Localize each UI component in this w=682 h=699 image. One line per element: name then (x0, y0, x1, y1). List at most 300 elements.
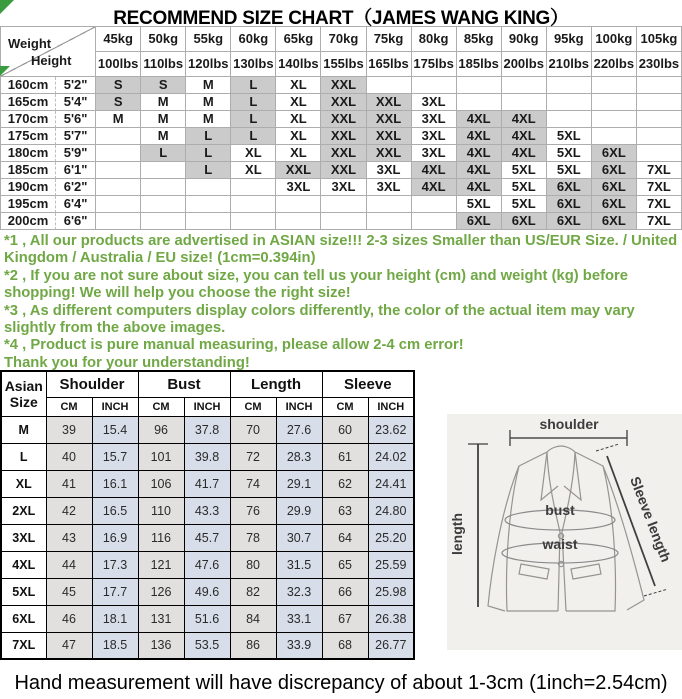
weight-lbs-header: 230lbs (637, 52, 682, 77)
size-cell: 6XL (457, 213, 502, 230)
size-cell (141, 196, 186, 213)
cm-header: CM (46, 397, 92, 416)
measure-row (1, 551, 414, 578)
size-cell (502, 77, 547, 94)
size-grid-row (1, 94, 682, 111)
measure-value-cell: 25.20 (368, 524, 414, 551)
mt-sub-row (1, 397, 414, 416)
mt-body (1, 416, 414, 659)
size-cell: 6XL (592, 179, 637, 196)
measure-value-cell: 65 (322, 551, 368, 578)
measure-size-cell: 2XL (1, 497, 46, 524)
measure-value-cell: 37.8 (184, 416, 230, 443)
size-grid-body (1, 77, 682, 230)
note-line: *2 , If you are not sure about size, you can tell us your height (cm) and weight (kg) before shopping! We will help you choose the right size! (4, 267, 629, 302)
measure-value-cell: 82 (230, 578, 276, 605)
size-cell: L (231, 111, 276, 128)
shoulder-measure-line (510, 430, 627, 446)
size-cell: L (186, 128, 231, 145)
size-cell: 3XL (412, 145, 457, 162)
size-cell: XXL (367, 145, 412, 162)
weight-lbs-header: 185lbs (457, 52, 502, 77)
size-cell: 4XL (502, 128, 547, 145)
height-cm-cell: 170cm (1, 111, 56, 128)
measure-value-cell: 110 (138, 497, 184, 524)
size-cell: L (186, 145, 231, 162)
weight-lbs-header: 210lbs (547, 52, 592, 77)
measure-value-cell: 47 (46, 632, 92, 659)
size-cell (186, 179, 231, 196)
size-cell (276, 213, 321, 230)
measurement-table (0, 370, 415, 660)
note-line: *1 , All our products are advertised in ASIAN size!!! 2-3 sizes Smaller than US/EUR Size. / United Kingdom / Australia / EU size! (1cm=0.394in) (4, 233, 678, 267)
weight-lbs-header: 165lbs (367, 52, 412, 77)
weight-lbs-header: 140lbs (276, 52, 321, 77)
size-cell: XXL (367, 94, 412, 111)
size-cell: XXL (321, 162, 366, 179)
measure-value-cell: 45 (46, 578, 92, 605)
measure-value-cell: 70 (230, 416, 276, 443)
measure-value-cell: 49.6 (184, 578, 230, 605)
size-cell: 3XL (367, 162, 412, 179)
size-cell (367, 77, 412, 94)
measure-value-cell: 126 (138, 578, 184, 605)
measure-size-cell: M (1, 416, 46, 443)
measure-value-cell: 32.3 (276, 578, 322, 605)
measure-value-cell: 66 (322, 578, 368, 605)
measure-value-cell: 78 (230, 524, 276, 551)
measure-value-cell: 43 (46, 524, 92, 551)
height-cm-cell: 195cm (1, 196, 56, 213)
measure-value-cell: 131 (138, 605, 184, 632)
size-cell: 4XL (412, 179, 457, 196)
weight-kg-header: 75kg (367, 27, 412, 52)
height-ft-cell: 6'6" (56, 213, 96, 230)
measure-value-cell: 39 (46, 416, 92, 443)
measure-row (1, 470, 414, 497)
measure-value-cell: 16.1 (92, 470, 138, 497)
page-title: RECOMMEND SIZE CHART（JAMES WANG KING） (113, 8, 569, 29)
size-cell: M (141, 94, 186, 111)
weight-lbs-header: 130lbs (231, 52, 276, 77)
size-cell: 3XL (367, 179, 412, 196)
size-cell (637, 111, 682, 128)
measure-value-cell: 41.7 (184, 470, 230, 497)
size-grid-row (1, 179, 682, 196)
measure-value-cell: 40 (46, 443, 92, 470)
size-cell (637, 94, 682, 111)
measure-value-cell: 76 (230, 497, 276, 524)
measure-value-cell: 74 (230, 470, 276, 497)
size-cell: L (231, 94, 276, 111)
size-cell: L (231, 128, 276, 145)
measure-size-cell: L (1, 443, 46, 470)
size-cell (412, 196, 457, 213)
size-cell (592, 111, 637, 128)
size-cell: 7XL (637, 179, 682, 196)
size-cell: 7XL (637, 196, 682, 213)
size-cell (457, 94, 502, 111)
size-cell: XL (276, 94, 321, 111)
measure-row (1, 578, 414, 605)
measure-row (1, 416, 414, 443)
size-cell: 6XL (502, 213, 547, 230)
measure-value-cell: 68 (322, 632, 368, 659)
measure-value-cell: 17.3 (92, 551, 138, 578)
size-cell (502, 94, 547, 111)
weight-kg-header: 85kg (457, 27, 502, 52)
size-cell (592, 128, 637, 145)
size-cell (186, 213, 231, 230)
note-line: *3 , As different computers display colors differently, the color of the actual item may vary slightly from the above images. (4, 302, 635, 337)
corner-weight-label: Weight (8, 36, 52, 51)
measure-value-cell: 45.7 (184, 524, 230, 551)
size-cell (412, 77, 457, 94)
measure-value-cell: 29.9 (276, 497, 322, 524)
measure-value-cell: 24.41 (368, 470, 414, 497)
size-cell (637, 77, 682, 94)
size-cell: 5XL (547, 128, 592, 145)
measure-value-cell: 24.80 (368, 497, 414, 524)
size-grid-row (1, 111, 682, 128)
height-ft-cell: 6'2" (56, 179, 96, 196)
size-cell: 5XL (457, 196, 502, 213)
size-cell: 5XL (502, 179, 547, 196)
jacket-outline (488, 446, 644, 611)
measure-group-header: Bust (138, 371, 230, 397)
weight-lbs-header: 100lbs (96, 52, 141, 77)
size-cell (141, 162, 186, 179)
size-cell: 6XL (547, 213, 592, 230)
size-cell (592, 77, 637, 94)
measure-value-cell: 30.7 (276, 524, 322, 551)
size-cell (367, 213, 412, 230)
size-cell: 6XL (547, 179, 592, 196)
measure-value-cell: 67 (322, 605, 368, 632)
corner-height-label: Height (31, 53, 72, 68)
measure-size-cell: 4XL (1, 551, 46, 578)
size-cell: 3XL (412, 128, 457, 145)
weight-kg-header: 55kg (186, 27, 231, 52)
cm-header: CM (230, 397, 276, 416)
measure-group-header: Sleeve (322, 371, 414, 397)
weight-kg-header: 90kg (502, 27, 547, 52)
measure-row (1, 605, 414, 632)
size-cell: 3XL (321, 179, 366, 196)
size-cell: 6XL (592, 196, 637, 213)
size-cell: XXL (276, 162, 321, 179)
size-grid-table (0, 26, 682, 230)
height-cm-cell: 200cm (1, 213, 56, 230)
size-grid-row (1, 128, 682, 145)
measure-value-cell: 106 (138, 470, 184, 497)
size-cell: XL (276, 145, 321, 162)
measure-row (1, 524, 414, 551)
measure-row (1, 632, 414, 659)
weight-kg-header: 95kg (547, 27, 592, 52)
size-cell: 3XL (412, 94, 457, 111)
bust-label: bust (545, 502, 575, 518)
note-line: *4 , Product is pure manual measuring, please allow 2-4 cm error! (4, 337, 464, 354)
measure-value-cell: 25.98 (368, 578, 414, 605)
size-cell: L (231, 77, 276, 94)
measure-group-header: Shoulder (46, 371, 138, 397)
size-cell: M (186, 94, 231, 111)
cm-header: CM (138, 397, 184, 416)
measure-row (1, 443, 414, 470)
measure-value-cell: 62 (322, 470, 368, 497)
size-cell: M (186, 111, 231, 128)
measure-value-cell: 41 (46, 470, 92, 497)
height-cm-cell: 180cm (1, 145, 56, 162)
height-ft-cell: 5'7" (56, 128, 96, 145)
size-cell: 5XL (547, 145, 592, 162)
size-cell: XXL (367, 111, 412, 128)
height-cm-cell: 175cm (1, 128, 56, 145)
size-cell: 4XL (457, 111, 502, 128)
size-grid-lbs-row (1, 52, 682, 77)
measure-value-cell: 80 (230, 551, 276, 578)
size-cell: S (96, 77, 141, 94)
measure-value-cell: 44 (46, 551, 92, 578)
size-cell: XXL (321, 145, 366, 162)
inch-header: INCH (276, 397, 322, 416)
size-cell: 4XL (457, 145, 502, 162)
height-ft-cell: 5'2" (56, 77, 96, 94)
mt-group-row (1, 371, 414, 397)
measure-size-cell: 3XL (1, 524, 46, 551)
measure-value-cell: 42 (46, 497, 92, 524)
sleeve-length-label: Sleeve length (627, 474, 675, 565)
size-cell (547, 111, 592, 128)
measure-value-cell: 24.02 (368, 443, 414, 470)
jacket-diagram (447, 414, 682, 650)
measure-size-cell: 5XL (1, 578, 46, 605)
size-cell (637, 145, 682, 162)
size-cell: M (141, 111, 186, 128)
measure-value-cell: 64 (322, 524, 368, 551)
size-cell (412, 213, 457, 230)
size-cell: M (141, 128, 186, 145)
size-cell (231, 179, 276, 196)
size-cell (547, 94, 592, 111)
measure-value-cell: 46 (46, 605, 92, 632)
height-ft-cell: 5'4" (56, 94, 96, 111)
size-cell: L (141, 145, 186, 162)
height-cm-cell: 190cm (1, 179, 56, 196)
size-cell: 4XL (412, 162, 457, 179)
measure-value-cell: 60 (322, 416, 368, 443)
weight-lbs-header: 200lbs (502, 52, 547, 77)
size-cell: XL (231, 145, 276, 162)
measure-value-cell: 121 (138, 551, 184, 578)
measure-value-cell: 84 (230, 605, 276, 632)
height-cm-cell: 160cm (1, 77, 56, 94)
measure-value-cell: 18.1 (92, 605, 138, 632)
size-cell (96, 162, 141, 179)
length-measure-line (468, 444, 488, 607)
measure-value-cell: 136 (138, 632, 184, 659)
measure-value-cell: 27.6 (276, 416, 322, 443)
size-grid-row (1, 213, 682, 230)
size-cell (96, 128, 141, 145)
size-cell (592, 94, 637, 111)
size-grid-row (1, 196, 682, 213)
footer-note: Hand measurement will have discrepancy of about 1-3cm (1inch=2.54cm) (14, 672, 668, 694)
size-grid-row (1, 145, 682, 162)
size-cell: 4XL (457, 162, 502, 179)
size-cell: XXL (321, 94, 366, 111)
measurement-section (0, 370, 682, 666)
measure-value-cell: 31.5 (276, 551, 322, 578)
measure-value-cell: 53.5 (184, 632, 230, 659)
size-cell (367, 196, 412, 213)
weight-lbs-header: 110lbs (141, 52, 186, 77)
measure-value-cell: 33.9 (276, 632, 322, 659)
size-cell (231, 196, 276, 213)
measure-value-cell: 72 (230, 443, 276, 470)
weight-kg-header: 45kg (96, 27, 141, 52)
size-cell: XXL (321, 77, 366, 94)
shoulder-label: shoulder (539, 416, 599, 432)
size-cell: XL (276, 77, 321, 94)
size-cell: 5XL (547, 162, 592, 179)
size-cell: 4XL (457, 179, 502, 196)
measure-value-cell: 16.9 (92, 524, 138, 551)
size-cell: S (96, 94, 141, 111)
height-ft-cell: 6'4" (56, 196, 96, 213)
size-cell: M (186, 77, 231, 94)
size-cell: 7XL (637, 162, 682, 179)
measure-value-cell: 51.6 (184, 605, 230, 632)
measure-value-cell: 28.3 (276, 443, 322, 470)
size-cell: XL (276, 111, 321, 128)
weight-lbs-header: 175lbs (412, 52, 457, 77)
size-grid-row (1, 77, 682, 94)
size-cell: XXL (321, 111, 366, 128)
measure-value-cell: 15.7 (92, 443, 138, 470)
measure-value-cell: 101 (138, 443, 184, 470)
height-ft-cell: 5'6" (56, 111, 96, 128)
size-cell: 6XL (592, 162, 637, 179)
weight-lbs-header: 220lbs (592, 52, 637, 77)
weight-kg-header: 80kg (412, 27, 457, 52)
height-cm-cell: 185cm (1, 162, 56, 179)
size-cell: 4XL (502, 145, 547, 162)
measure-value-cell: 29.1 (276, 470, 322, 497)
measure-value-cell: 61 (322, 443, 368, 470)
size-cell: 3XL (412, 111, 457, 128)
size-grid-kg-row (1, 27, 682, 52)
size-cell (141, 179, 186, 196)
inch-header: INCH (184, 397, 230, 416)
measure-value-cell: 26.77 (368, 632, 414, 659)
size-cell: 3XL (276, 179, 321, 196)
size-cell (547, 77, 592, 94)
green-corner-mark (0, 0, 14, 14)
size-cell: 4XL (457, 128, 502, 145)
measure-value-cell: 26.38 (368, 605, 414, 632)
measure-size-cell: 7XL (1, 632, 46, 659)
size-cell: 6XL (592, 213, 637, 230)
measure-value-cell: 63 (322, 497, 368, 524)
measure-size-cell: XL (1, 470, 46, 497)
length-label: length (449, 513, 465, 555)
measure-value-cell: 33.1 (276, 605, 322, 632)
asian-size-header: Asian Size (1, 371, 46, 416)
size-grid-row (1, 162, 682, 179)
inch-header: INCH (92, 397, 138, 416)
measure-value-cell: 23.62 (368, 416, 414, 443)
size-cell (231, 213, 276, 230)
weight-kg-header: 70kg (321, 27, 366, 52)
measure-value-cell: 47.6 (184, 551, 230, 578)
measure-row (1, 497, 414, 524)
size-cell (186, 196, 231, 213)
measure-value-cell: 15.4 (92, 416, 138, 443)
measure-value-cell: 16.5 (92, 497, 138, 524)
size-cell: XL (276, 128, 321, 145)
height-ft-cell: 5'9" (56, 145, 96, 162)
size-cell (96, 145, 141, 162)
size-cell: 4XL (502, 111, 547, 128)
size-cell: 7XL (637, 213, 682, 230)
size-cell (141, 213, 186, 230)
size-cell (321, 213, 366, 230)
inch-header: INCH (368, 397, 414, 416)
weight-kg-header: 65kg (276, 27, 321, 52)
weight-lbs-header: 120lbs (186, 52, 231, 77)
measure-value-cell: 39.8 (184, 443, 230, 470)
weight-kg-header: 100kg (592, 27, 637, 52)
notes-block (0, 230, 682, 370)
jacket-drawing (447, 414, 682, 650)
weight-kg-header: 60kg (231, 27, 276, 52)
size-cell (321, 196, 366, 213)
size-cell: 5XL (502, 162, 547, 179)
height-ft-cell: 6'1" (56, 162, 96, 179)
size-cell: 5XL (502, 196, 547, 213)
measure-size-cell: 6XL (1, 605, 46, 632)
measure-value-cell: 18.5 (92, 632, 138, 659)
size-cell: 6XL (547, 196, 592, 213)
note-line: Thank you for your understanding! (4, 354, 250, 370)
measure-value-cell: 116 (138, 524, 184, 551)
size-cell: XL (231, 162, 276, 179)
measure-value-cell: 17.7 (92, 578, 138, 605)
weight-lbs-header: 155lbs (321, 52, 366, 77)
size-cell (96, 213, 141, 230)
measure-value-cell: 86 (230, 632, 276, 659)
weight-height-corner (1, 27, 96, 77)
waist-label: waist (542, 536, 578, 552)
size-cell (96, 196, 141, 213)
size-cell (457, 77, 502, 94)
measure-value-cell: 43.3 (184, 497, 230, 524)
size-cell: L (186, 162, 231, 179)
cm-header: CM (322, 397, 368, 416)
measure-group-header: Length (230, 371, 322, 397)
size-cell (637, 128, 682, 145)
measure-value-cell: 25.59 (368, 551, 414, 578)
size-cell (276, 196, 321, 213)
size-cell (96, 179, 141, 196)
measure-value-cell: 96 (138, 416, 184, 443)
size-cell: XXL (367, 128, 412, 145)
size-cell: 6XL (592, 145, 637, 162)
weight-kg-header: 105kg (637, 27, 682, 52)
weight-kg-header: 50kg (141, 27, 186, 52)
